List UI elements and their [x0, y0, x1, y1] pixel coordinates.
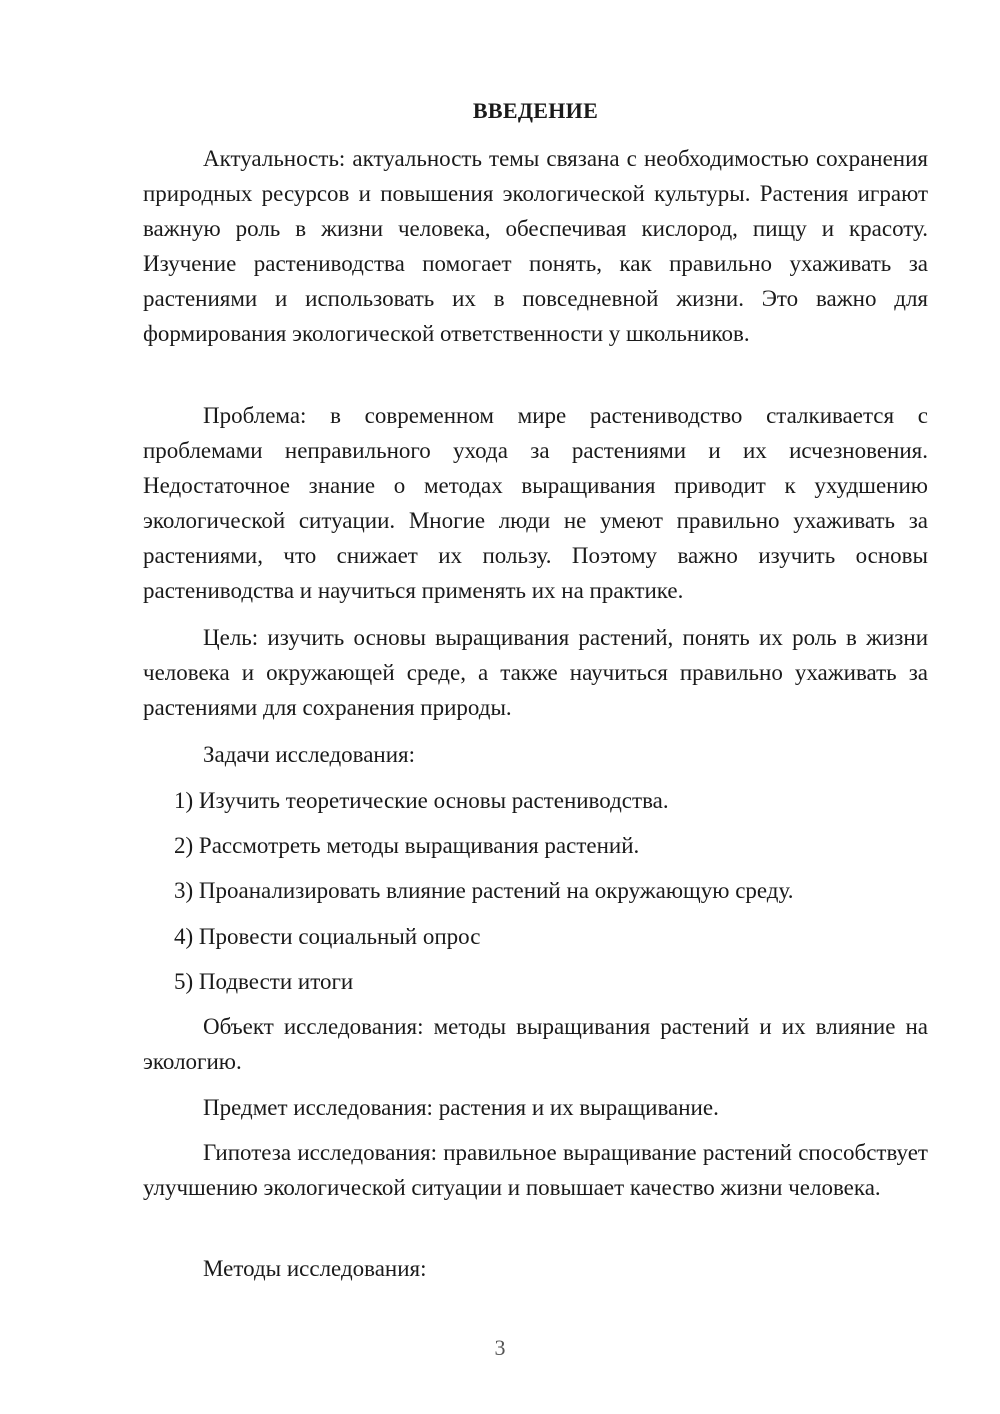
task-item-2: 2) Рассмотреть методы выращивания растений.: [174, 833, 640, 858]
methods-heading: Методы исследования:: [203, 1256, 427, 1281]
paragraph-relevance: Актуальность: актуальность темы связана с необходимостью сохранения природных ресурсов и повышения экологической культуры. Растения играют важную роль в жизни человека, обеспечивая кислород, пищу и красоту. Изучение растениводства помогает понять, как правильно ухаживать за растениями и использовать их в повседневной жизни. Это важно для формирования экологической ответственности у школьников.: [143, 146, 928, 346]
tasks-heading: Задачи исследования:: [203, 742, 416, 767]
page-number: 3: [494, 1335, 506, 1360]
task-item-3: 3) Проанализировать влияние растений на окружающую среду.: [174, 878, 794, 903]
page-title: ВВЕДЕНИЕ: [472, 98, 599, 123]
task-item-5: 5) Подвести итоги: [174, 969, 354, 994]
paragraph-goal: Цель: изучить основы выращивания растений, понять их роль в жизни человека и окружающей среде, а также научиться правильно ухаживать за растениями для сохранения природы.: [143, 625, 928, 720]
paragraph-subject: Предмет исследования: растения и их выращивание.: [203, 1095, 719, 1120]
paragraph-problem: Проблема: в современном мире растениводство сталкивается с проблемами неправильного ухода за растениями и их исчезновения. Недостаточное знание о методах выращивания приводит к ухудшению экологической ситуации. Многие люди не умеют правильно ухаживать за растениями, что снижает их пользу. Поэтому важно изучить основы растениводства и научиться применять их на практике.: [143, 403, 928, 603]
task-item-4: 4) Провести социальный опрос: [174, 924, 481, 949]
paragraph-hypothesis: Гипотеза исследования: правильное выращивание растений способствует улучшению экологической ситуации и повышает качество жизни человека.: [143, 1140, 928, 1200]
paragraph-object: Объект исследования: методы выращивания растений и их влияние на экологию.: [143, 1014, 928, 1074]
task-item-1: 1) Изучить теоретические основы растениводства.: [174, 788, 669, 813]
